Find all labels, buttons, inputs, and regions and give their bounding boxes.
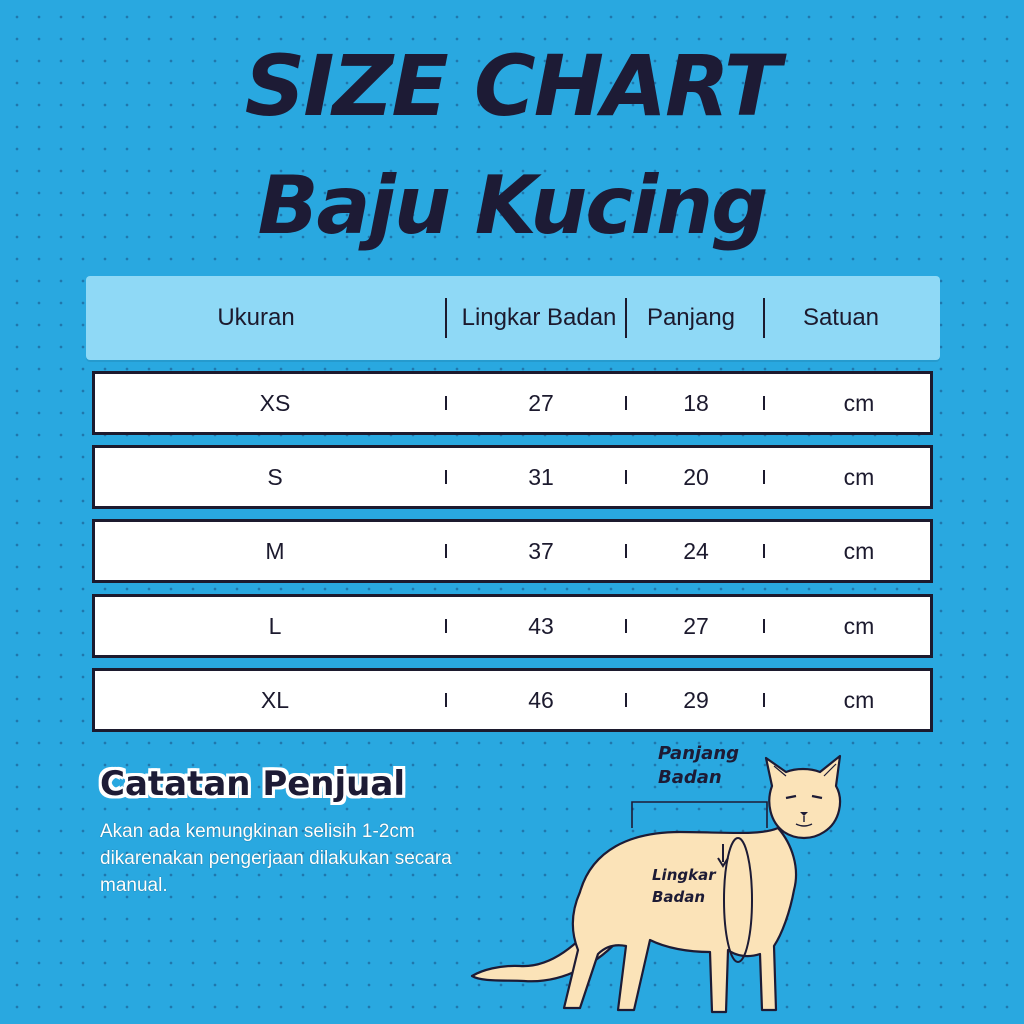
panjang-label-line1: Panjang [658,743,740,764]
table-row [92,668,933,732]
note-text: Akan ada kemungkinan selisih 1-2cm dikarenakan pengerjaan dilakukan secara manual. [100,821,452,896]
column-divider [445,298,447,338]
column-divider [763,470,765,484]
cell-satuan: cm [843,537,875,564]
header-satuan: Satuan [802,304,880,331]
table-row [92,371,933,435]
lingkar-label-line1: Lingkar [652,866,716,884]
cell-size: XS [259,389,291,416]
column-divider [625,470,627,484]
column-divider [445,693,447,707]
table-header [86,276,940,360]
table-row [92,519,933,583]
cell-satuan: cm [843,612,875,639]
header-ukuran: Ukuran [217,304,295,331]
cell-lingkar: 37 [528,537,554,564]
cell-size: L [268,612,282,639]
title-baju-kucing: Baju Kucing [257,159,767,252]
cell-lingkar: 31 [528,463,554,490]
column-divider [445,396,447,410]
column-divider [763,544,765,558]
cell-satuan: cm [843,463,875,490]
panjang-label-line2: Badan [658,767,722,788]
cat-illustration [460,740,880,1024]
cell-lingkar: 46 [528,686,554,713]
cell-panjang: 18 [683,389,709,416]
note-title: Catatan Penjual [100,764,405,804]
column-divider [625,619,627,633]
cell-satuan: cm [843,686,875,713]
table-row [92,445,933,509]
cell-satuan: cm [843,389,875,416]
column-divider [763,693,765,707]
lingkar-label-line2: Badan [652,888,706,906]
column-divider [763,396,765,410]
title-size-chart: SIZE CHART [244,37,780,135]
cell-size: M [265,537,285,564]
cell-size: S [267,463,283,490]
cell-panjang: 27 [683,612,709,639]
column-divider [445,619,447,633]
cell-panjang: 29 [683,686,709,713]
cell-lingkar: 43 [528,612,554,639]
panjang-badan-label [658,742,739,790]
column-divider [625,693,627,707]
lingkar-badan-label [652,864,716,908]
column-divider [445,470,447,484]
column-divider [625,544,627,558]
cell-panjang: 24 [683,537,709,564]
cell-panjang: 20 [683,463,709,490]
column-divider [763,619,765,633]
column-divider [763,298,765,338]
cell-lingkar: 27 [528,389,554,416]
cell-size: XL [260,686,290,713]
header-panjang: Panjang [646,304,736,331]
column-divider [625,396,627,410]
table-row [92,594,933,658]
header-lingkar-badan: Lingkar Badan [461,304,617,331]
column-divider [445,544,447,558]
